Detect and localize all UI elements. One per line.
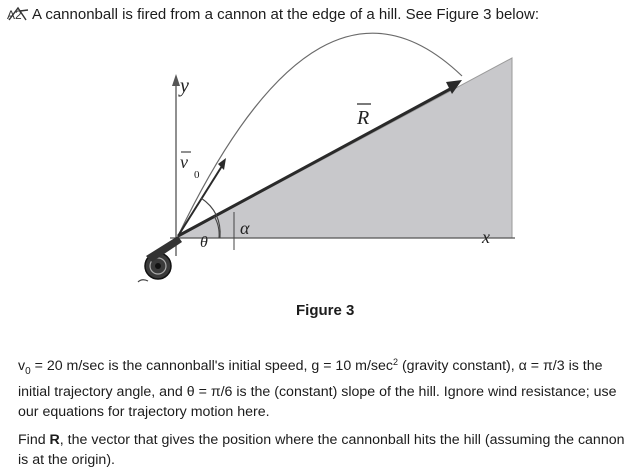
velocity-subscript: 0 bbox=[194, 169, 200, 181]
given-rest-text: (gravity constant), α = π/3 is the initial trajectory angle, and θ = π/6 is the (constant) slope of the hill. Ignore wind resistance; use our equations for trajectory motion here. bbox=[18, 358, 617, 420]
task-rest-text: , the vector that gives the position where the cannonball hits the hill (assuming the cannon is at the origin). bbox=[18, 432, 625, 468]
problem-number: A2 bbox=[7, 8, 22, 22]
task-vector-symbol: R bbox=[49, 432, 60, 448]
g-exponent: 2 bbox=[393, 357, 399, 367]
v0-subscript: 0 bbox=[25, 365, 31, 377]
x-axis-label: x bbox=[482, 227, 490, 247]
velocity-label: v bbox=[180, 152, 188, 172]
task-prefix: Find bbox=[18, 432, 50, 448]
theta-label: θ bbox=[200, 234, 208, 251]
y-axis-label: y bbox=[180, 75, 189, 97]
figure-caption: Figure 3 bbox=[296, 302, 355, 319]
problem-intro-text: A cannonball is fired from a cannon at the edge of a hill. See Figure 3 below: bbox=[32, 6, 539, 23]
alpha-label: α bbox=[240, 218, 250, 238]
y-axis-arrow-icon bbox=[172, 74, 180, 86]
v0-value-text: = 20 m/sec is the cannonball's initial speed, g = 10 m/sec bbox=[30, 358, 393, 374]
range-vector-label: R bbox=[357, 107, 370, 129]
task-paragraph bbox=[18, 430, 628, 470]
given-values-paragraph bbox=[18, 352, 628, 422]
v0-symbol: v bbox=[18, 358, 26, 374]
cannon-icon bbox=[138, 236, 182, 282]
